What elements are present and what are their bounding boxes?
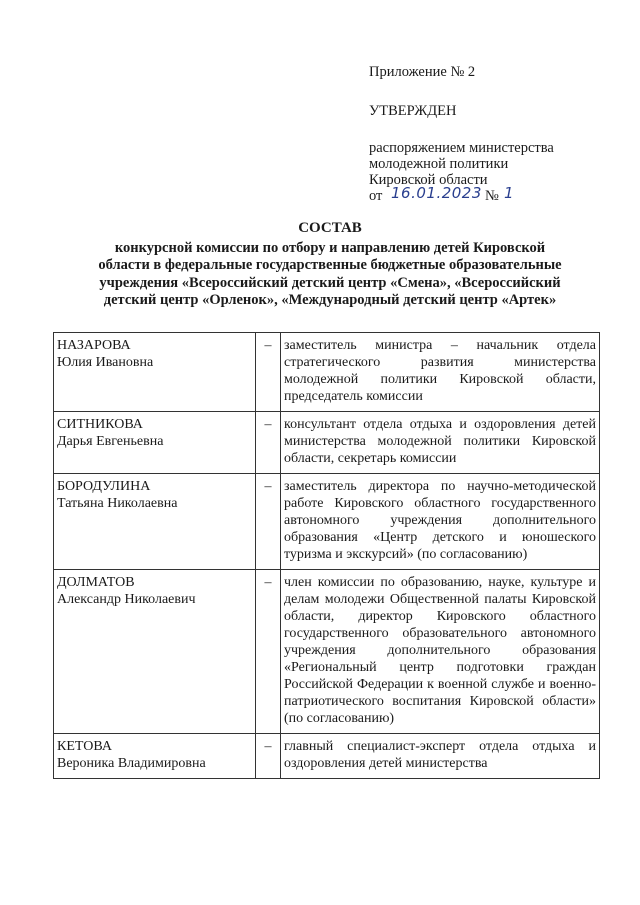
decree-date-line <box>369 184 619 204</box>
separator-dash: – <box>256 570 281 734</box>
separator-dash: – <box>256 333 281 412</box>
commission-members-table <box>53 332 600 779</box>
member-surname: СИТНИКОВА <box>57 417 143 432</box>
decree-line: Кировской области <box>369 172 488 188</box>
decree-line: распоряжением министерства <box>369 140 554 156</box>
table-row <box>54 412 600 474</box>
document-title <box>80 220 580 310</box>
table-row <box>54 474 600 570</box>
member-given-name: Александр Николаевич <box>57 592 196 607</box>
number-sign: № <box>485 188 499 204</box>
title-line: учреждения «Всероссийский детский центр «Смена», «Всероссийский <box>99 274 561 291</box>
separator-dash: – <box>256 474 281 570</box>
member-name <box>54 333 256 412</box>
table-row <box>54 333 600 412</box>
member-surname: БОРОДУЛИНА <box>57 479 151 494</box>
title-line: области в федеральные государственные бюджетные образовательные <box>98 257 562 273</box>
member-role: член комиссии по образованию, науке, культуре и делам молодежи Общественной палаты Кировской области, директор Кировского областного государственного образовательного автономного учреждения дополнительного образования «Региональный центр подготовки граждан Российской Федерации к военной службе и военно-патриотического воспитания Кировской области» (по согласованию) <box>281 570 600 734</box>
table-row <box>54 734 600 779</box>
member-name <box>54 570 256 734</box>
member-given-name: Дарья Евгеньевна <box>57 434 164 449</box>
member-role: заместитель министра – начальник отдела стратегического развития министерства молодежной политики Кировской области, председатель комиссии <box>281 333 600 412</box>
handwritten-date: 16.01.2023 <box>391 184 482 202</box>
member-given-name: Татьяна Николаевна <box>57 496 178 511</box>
separator-dash: – <box>256 734 281 779</box>
member-name <box>54 474 256 570</box>
member-role: консультант отдела отдыха и оздоровления детей министерства молодежной политики Кировской области, секретарь комиссии <box>281 412 600 474</box>
member-surname: ДОЛМАТОВ <box>57 575 135 590</box>
decree-line: молодежной политики <box>369 156 509 172</box>
annex-number: Приложение № 2 <box>369 64 476 80</box>
member-given-name: Юлия Ивановна <box>57 355 154 370</box>
approved-label: УТВЕРЖДЕН <box>369 103 457 119</box>
member-name <box>54 412 256 474</box>
decree-reference <box>369 140 619 204</box>
member-given-name: Вероника Владимировна <box>57 756 206 771</box>
title-line: детский центр «Орленок», «Международный детский центр «Артек» <box>103 292 557 308</box>
member-name <box>54 734 256 779</box>
handwritten-number: 1 <box>504 184 515 202</box>
title-line: конкурсной комиссии по отбору и направлению детей Кировской <box>114 239 546 256</box>
member-role: заместитель директора по научно-методической работе Кировского областного государственного автономного учреждения дополнительного образования «Центр детского и юношеского туризма и экскурсий» (по согласованию) <box>281 474 600 570</box>
title-main: СОСТАВ <box>298 220 362 236</box>
date-prefix: от <box>369 188 383 204</box>
member-surname: НАЗАРОВА <box>57 338 131 353</box>
table-row <box>54 570 600 734</box>
separator-dash: – <box>256 412 281 474</box>
approval-header <box>369 64 619 204</box>
member-surname: КЕТОВА <box>57 739 112 754</box>
member-role: главный специалист-эксперт отдела отдыха и оздоровления детей министерства <box>281 734 600 779</box>
